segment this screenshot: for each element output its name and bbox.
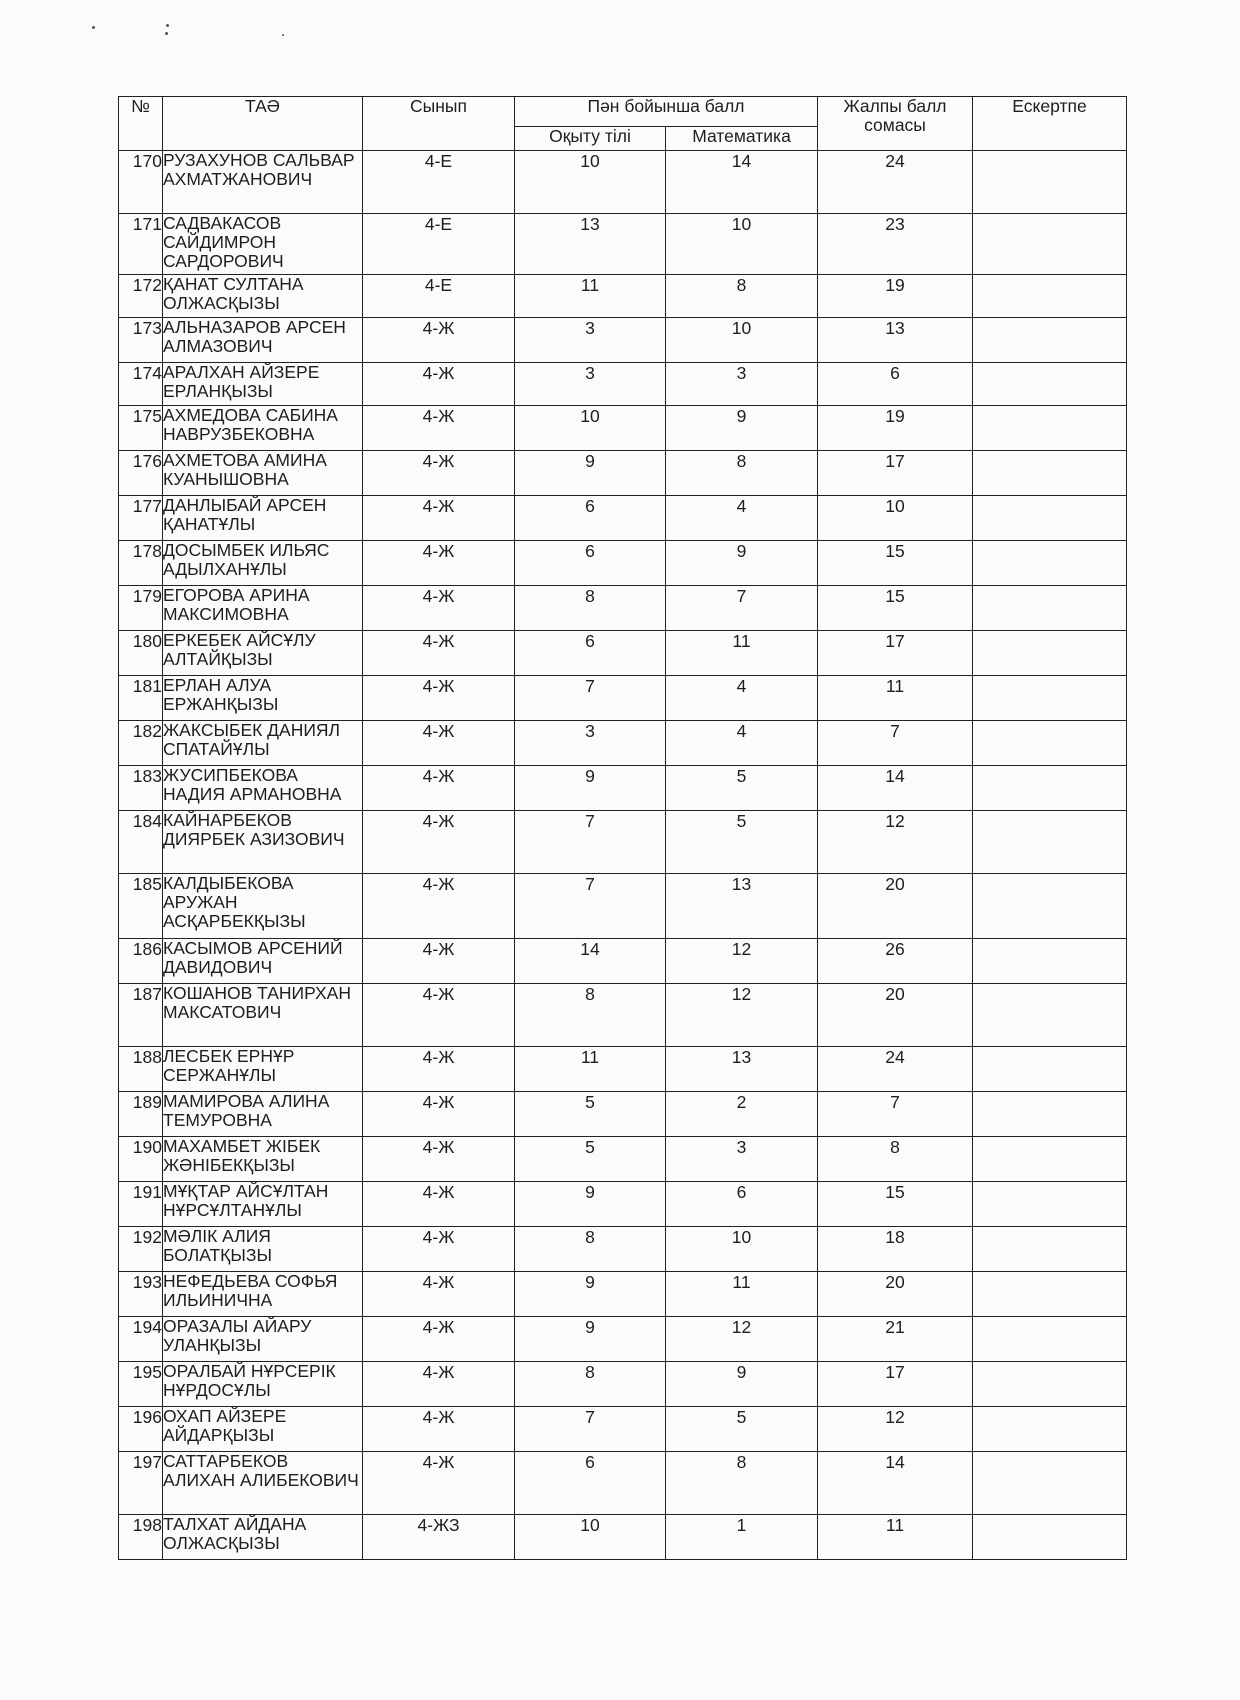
row-number: 188 [119,1047,163,1092]
language-score: 3 [515,363,666,406]
header-note: Ескертпе [973,97,1127,151]
note-cell [973,1362,1127,1407]
math-score: 9 [666,406,818,451]
table-row [119,1317,1127,1362]
total-score: 18 [818,1227,973,1272]
class-cell: 4-Ж [363,939,515,984]
math-score: 4 [666,676,818,721]
row-number: 185 [119,874,163,939]
math-score: 5 [666,766,818,811]
class-cell: 4-Ж [363,1137,515,1182]
student-name: НЕФЕДЬЕВА СОФЬЯ ИЛЬИНИЧНА [163,1272,363,1317]
total-score: 17 [818,631,973,676]
note-cell [973,1182,1127,1227]
language-score: 10 [515,151,666,214]
total-score: 19 [818,275,973,318]
student-name: МАХАМБЕТ ЖІБЕК ЖӘНІБЕКҚЫЗЫ [163,1137,363,1182]
student-name: АХМЕДОВА САБИНА НАВРУЗБЕКОВНА [163,406,363,451]
table-row [119,214,1127,275]
student-name: ТАЛХАТ АЙДАНА ОЛЖАСҚЫЗЫ [163,1515,363,1560]
total-score: 11 [818,676,973,721]
table-row [119,811,1127,874]
math-score: 12 [666,939,818,984]
table-row [119,1137,1127,1182]
note-cell [973,363,1127,406]
class-cell: 4-Ж [363,1227,515,1272]
class-cell: 4-Е [363,275,515,318]
row-number: 174 [119,363,163,406]
total-score: 8 [818,1137,973,1182]
class-cell: 4-Ж [363,811,515,874]
row-number: 196 [119,1407,163,1452]
note-cell [973,874,1127,939]
math-score: 8 [666,451,818,496]
row-number: 178 [119,541,163,586]
class-cell: 4-Ж [363,586,515,631]
total-score: 24 [818,151,973,214]
language-score: 7 [515,811,666,874]
total-score: 15 [818,586,973,631]
row-number: 193 [119,1272,163,1317]
math-score: 13 [666,874,818,939]
student-name: ОРАЛБАЙ НҰРСЕРІК НҰРДОСҰЛЫ [163,1362,363,1407]
class-cell: 4-Ж [363,1317,515,1362]
note-cell [973,586,1127,631]
student-name: ЛЕСБЕК ЕРНҰР СЕРЖАНҰЛЫ [163,1047,363,1092]
class-cell: 4-Ж [363,1272,515,1317]
table-row [119,631,1127,676]
student-name: ОХАП АЙЗЕРЕ АЙДАРҚЫЗЫ [163,1407,363,1452]
scan-speck [165,32,168,35]
language-score: 3 [515,318,666,363]
math-score: 10 [666,1227,818,1272]
note-cell [973,1515,1127,1560]
table-row [119,541,1127,586]
total-score: 17 [818,1362,973,1407]
math-score: 4 [666,721,818,766]
note-cell [973,676,1127,721]
class-cell: 4-Ж [363,318,515,363]
scan-speck [282,34,284,36]
header-subject-score: Пән бойынша балл [515,97,818,127]
student-name: АРАЛХАН АЙЗЕРЕ ЕРЛАНҚЫЗЫ [163,363,363,406]
math-score: 1 [666,1515,818,1560]
note-cell [973,984,1127,1047]
note-cell [973,1272,1127,1317]
table-row [119,1272,1127,1317]
student-name: ДОСЫМБЕК ИЛЬЯС АДЫЛХАНҰЛЫ [163,541,363,586]
total-score: 14 [818,766,973,811]
header-total: Жалпы балл сомасы [818,97,973,151]
math-score: 11 [666,1272,818,1317]
student-name: РУЗАХУНОВ САЛЬВАР АХМАТЖАНОВИЧ [163,151,363,214]
math-score: 8 [666,275,818,318]
note-cell [973,496,1127,541]
total-score: 10 [818,496,973,541]
total-score: 17 [818,451,973,496]
table-row [119,496,1127,541]
row-number: 189 [119,1092,163,1137]
total-score: 23 [818,214,973,275]
total-score: 20 [818,984,973,1047]
student-name: АЛЬНАЗАРОВ АРСЕН АЛМАЗОВИЧ [163,318,363,363]
note-cell [973,1227,1127,1272]
row-number: 176 [119,451,163,496]
class-cell: 4-Ж [363,721,515,766]
row-number: 192 [119,1227,163,1272]
class-cell: 4-Ж [363,1407,515,1452]
results-table [118,96,1127,1560]
math-score: 12 [666,984,818,1047]
math-score: 2 [666,1092,818,1137]
language-score: 8 [515,984,666,1047]
table-row [119,275,1127,318]
total-score: 13 [818,318,973,363]
class-cell: 4-Ж [363,631,515,676]
note-cell [973,406,1127,451]
note-cell [973,318,1127,363]
note-cell [973,631,1127,676]
class-cell: 4-Ж [363,1047,515,1092]
student-name: ЖУСИПБЕКОВА НАДИЯ АРМАНОВНА [163,766,363,811]
language-score: 10 [515,406,666,451]
total-score: 12 [818,811,973,874]
table-row [119,1407,1127,1452]
language-score: 7 [515,1407,666,1452]
language-score: 8 [515,1362,666,1407]
class-cell: 4-Е [363,151,515,214]
table-header [119,97,1127,151]
row-number: 179 [119,586,163,631]
language-score: 3 [515,721,666,766]
language-score: 6 [515,631,666,676]
student-name: КАСЫМОВ АРСЕНИЙ ДАВИДОВИЧ [163,939,363,984]
class-cell: 4-Ж [363,676,515,721]
math-score: 14 [666,151,818,214]
student-name: ЕРЛАН АЛУА ЕРЖАНҚЫЗЫ [163,676,363,721]
note-cell [973,1317,1127,1362]
math-score: 5 [666,1407,818,1452]
table-row [119,1182,1127,1227]
math-score: 3 [666,1137,818,1182]
total-score: 24 [818,1047,973,1092]
header-mathematics: Математика [666,127,818,151]
row-number: 190 [119,1137,163,1182]
table-row [119,151,1127,214]
scan-speck [166,24,169,27]
language-score: 5 [515,1137,666,1182]
header-number: № [119,97,163,151]
student-name: КАЙНАРБЕКОВ ДИЯРБЕК АЗИЗОВИЧ [163,811,363,874]
language-score: 6 [515,496,666,541]
math-score: 7 [666,586,818,631]
row-number: 194 [119,1317,163,1362]
language-score: 9 [515,451,666,496]
note-cell [973,721,1127,766]
table-row [119,586,1127,631]
class-cell: 4-Ж [363,874,515,939]
class-cell: 4-Ж [363,984,515,1047]
student-name: АХМЕТОВА АМИНА КУАНЫШОВНА [163,451,363,496]
row-number: 175 [119,406,163,451]
class-cell: 4-ЖЗ [363,1515,515,1560]
language-score: 9 [515,766,666,811]
language-score: 9 [515,1182,666,1227]
math-score: 9 [666,541,818,586]
table-row [119,676,1127,721]
table-row [119,984,1127,1047]
scan-speck [92,26,95,29]
total-score: 26 [818,939,973,984]
math-score: 13 [666,1047,818,1092]
header-teaching-language: Оқыту тілі [515,127,666,151]
table-row [119,721,1127,766]
total-score: 20 [818,1272,973,1317]
student-name: ДАНЛЫБАЙ АРСЕН ҚАНАТҰЛЫ [163,496,363,541]
language-score: 8 [515,586,666,631]
table-row [119,1515,1127,1560]
language-score: 7 [515,676,666,721]
math-score: 10 [666,214,818,275]
note-cell [973,1047,1127,1092]
class-cell: 4-Ж [363,451,515,496]
row-number: 173 [119,318,163,363]
language-score: 7 [515,874,666,939]
class-cell: 4-Ж [363,1092,515,1137]
row-number: 181 [119,676,163,721]
student-name: МӘЛІК АЛИЯ БОЛАТҚЫЗЫ [163,1227,363,1272]
math-score: 9 [666,1362,818,1407]
total-score: 12 [818,1407,973,1452]
total-score: 11 [818,1515,973,1560]
row-number: 184 [119,811,163,874]
math-score: 8 [666,1452,818,1515]
language-score: 11 [515,1047,666,1092]
total-score: 14 [818,1452,973,1515]
class-cell: 4-Ж [363,541,515,586]
class-cell: 4-Ж [363,766,515,811]
math-score: 3 [666,363,818,406]
total-score: 6 [818,363,973,406]
table-row [119,1452,1127,1515]
class-cell: 4-Ж [363,1362,515,1407]
language-score: 8 [515,1227,666,1272]
language-score: 6 [515,541,666,586]
row-number: 186 [119,939,163,984]
row-number: 182 [119,721,163,766]
table-row [119,1362,1127,1407]
student-name: САДВАКАСОВ САЙДИМРОН САРДОРОВИЧ [163,214,363,275]
row-number: 198 [119,1515,163,1560]
class-cell: 4-Е [363,214,515,275]
note-cell [973,151,1127,214]
table-row [119,1092,1127,1137]
student-name: ЕРКЕБЕК АЙСҰЛУ АЛТАЙҚЫЗЫ [163,631,363,676]
class-cell: 4-Ж [363,496,515,541]
table-row [119,874,1127,939]
table-row [119,318,1127,363]
total-score: 7 [818,721,973,766]
math-score: 4 [666,496,818,541]
note-cell [973,541,1127,586]
header-name: ТАӘ [163,97,363,151]
language-score: 5 [515,1092,666,1137]
total-score: 20 [818,874,973,939]
note-cell [973,451,1127,496]
student-name: ОРАЗАЛЫ АЙАРУ УЛАНҚЫЗЫ [163,1317,363,1362]
class-cell: 4-Ж [363,363,515,406]
note-cell [973,939,1127,984]
row-number: 195 [119,1362,163,1407]
math-score: 5 [666,811,818,874]
student-name: КОШАНОВ ТАНИРХАН МАКСАТОВИЧ [163,984,363,1047]
student-name: ҚАНАТ СУЛТАНА ОЛЖАСҚЫЗЫ [163,275,363,318]
math-score: 11 [666,631,818,676]
student-name: ЖАКСЫБЕК ДАНИЯЛ СПАТАЙҰЛЫ [163,721,363,766]
total-score: 19 [818,406,973,451]
note-cell [973,1092,1127,1137]
class-cell: 4-Ж [363,406,515,451]
language-score: 10 [515,1515,666,1560]
table-row [119,363,1127,406]
table-row [119,451,1127,496]
row-number: 170 [119,151,163,214]
class-cell: 4-Ж [363,1182,515,1227]
header-class: Сынып [363,97,515,151]
math-score: 6 [666,1182,818,1227]
note-cell [973,1137,1127,1182]
row-number: 177 [119,496,163,541]
table-row [119,766,1127,811]
student-name: МАМИРОВА АЛИНА ТЕМУРОВНА [163,1092,363,1137]
row-number: 171 [119,214,163,275]
note-cell [973,811,1127,874]
row-number: 187 [119,984,163,1047]
row-number: 191 [119,1182,163,1227]
table-body [119,151,1127,1560]
language-score: 11 [515,275,666,318]
total-score: 7 [818,1092,973,1137]
note-cell [973,766,1127,811]
class-cell: 4-Ж [363,1452,515,1515]
row-number: 172 [119,275,163,318]
note-cell [973,1452,1127,1515]
row-number: 180 [119,631,163,676]
note-cell [973,275,1127,318]
student-name: КАЛДЫБЕКОВА АРУЖАН АСҚАРБЕКҚЫЗЫ [163,874,363,939]
math-score: 12 [666,1317,818,1362]
note-cell [973,214,1127,275]
student-name: САТТАРБЕКОВ АЛИХАН АЛИБЕКОВИЧ [163,1452,363,1515]
student-name: МҰҚТАР АЙСҰЛТАН НҰРСҰЛТАНҰЛЫ [163,1182,363,1227]
table-row [119,406,1127,451]
language-score: 9 [515,1317,666,1362]
student-name: ЕГОРОВА АРИНА МАКСИМОВНА [163,586,363,631]
total-score: 15 [818,541,973,586]
language-score: 6 [515,1452,666,1515]
table-row [119,1047,1127,1092]
table-row [119,1227,1127,1272]
note-cell [973,1407,1127,1452]
math-score: 10 [666,318,818,363]
language-score: 13 [515,214,666,275]
language-score: 14 [515,939,666,984]
row-number: 197 [119,1452,163,1515]
row-number: 183 [119,766,163,811]
total-score: 15 [818,1182,973,1227]
table-row [119,939,1127,984]
language-score: 9 [515,1272,666,1317]
total-score: 21 [818,1317,973,1362]
